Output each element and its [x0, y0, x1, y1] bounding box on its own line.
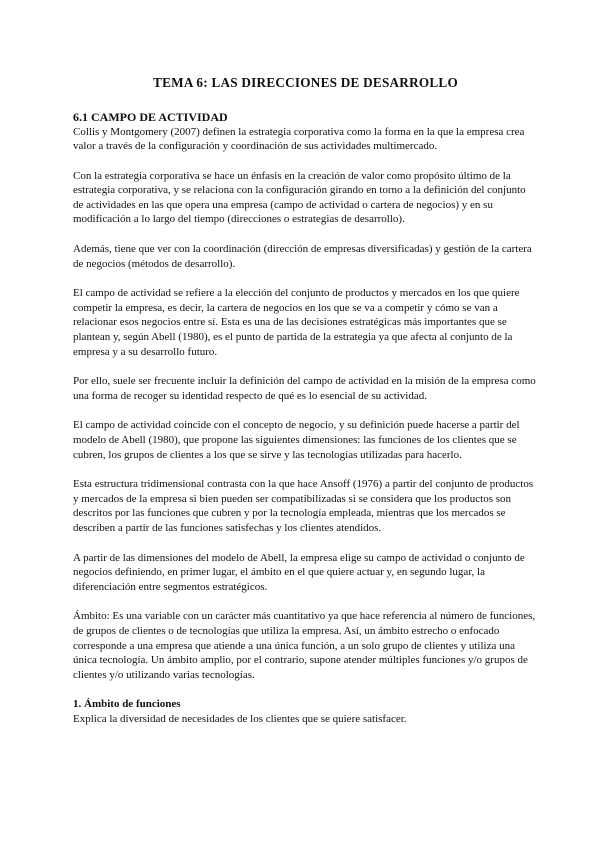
paragraph-8: A partir de las dimensiones del modelo de Abell, la empresa elige su campo de actividad o conjunto de negocios definiendo, en primer lugar, el ámbito en el que quiere actuar y, en segundo lugar, la diferenciación entre segmentos estratégicos. [73, 551, 525, 593]
section-heading: 6.1 CAMPO DE ACTIVIDAD [73, 110, 228, 124]
paragraph-6: El campo de actividad coincide con el concepto de negocio, y su definición puede hacerse a partir del modelo de Abell (1980), que propone las siguientes dimensiones: las funciones de los clientes que se cubren, los grupos de clientes a los que se sirve y las tecnologías utilizadas para hacerlo. [73, 419, 520, 461]
paragraph-1: Collis y Montgomery (2007) definen la estrategia corporativa como la forma en la que la empresa crea valor a través de la configuración y coordinación de sus actividades multimercado. [73, 125, 525, 153]
paragraph-5: Por ello, suele ser frecuente incluir la definición del campo de actividad en la misión de la empresa como una forma de recoger su identidad respecto de qué es lo esencial de su actividad. [73, 375, 536, 402]
subsection-heading: 1. Ámbito de funciones [73, 698, 181, 711]
paragraph-2: Con la estrategia corporativa se hace un énfasis en la creación de valor como propósito último de la estrategia corporativa, y se relaciona con la configuración girando en torno a la definición del conjunto de actividades en las que opera una empresa (campo de actividad o cartera de negocios) y en su modificación a lo largo del tiempo (direcciones o estrategias de desarrollo). [73, 169, 526, 226]
paragraph-7: Esta estructura tridimensional contrasta con la que hace Ansoff (1976) a partir del conjunto de productos y mercados de la empresa si bien pueden ser compatibilizadas si se considera que los productos son descritos por las funciones que cubren y por la tecnología empleada, mientras que los mercados se describen a partir de las funciones satisfechas y los clientes atendidos. [73, 478, 534, 534]
document-title: TEMA 6: LAS DIRECCIONES DE DESARROLLO [153, 75, 458, 90]
subsection-text: Explica la diversidad de necesidades de los clientes que se quiere satisfacer. [73, 712, 407, 725]
paragraph-4: El campo de actividad se refiere a la elección del conjunto de productos y mercados en los que quiere competir la empresa, es decir, la cartera de negocios en los que se va a competir y cómo se van a relacionar esos negocios entre sí. Esta es una de las decisiones estratégicas más importantes que se plantean y, según Abell (1980), es el punto de partida de la estrategia ya que afecta al conjunto de la empresa y a su desarrollo futuro. [73, 287, 520, 358]
paragraph-3: Además, tiene que ver con la coordinación (dirección de empresas diversificadas) y gestión de la cartera de negocios (métodos de desarrollo). [73, 243, 532, 270]
paragraph-9: Ámbito: Es una variable con un carácter más cuantitativo ya que hace referencia al número de funciones, de grupos de clientes o de tecnologías que utiliza la empresa. Así, un ámbito estrecho o enfocado corresponde a una empresa que atiende a una única función, a un solo grupo de clientes y utiliza una única tecnología. Un ámbito amplio, por el contrario, supone atender múltiples funciones y/o grupos de clientes y/o utilizando varias tecnologías. [73, 610, 536, 681]
